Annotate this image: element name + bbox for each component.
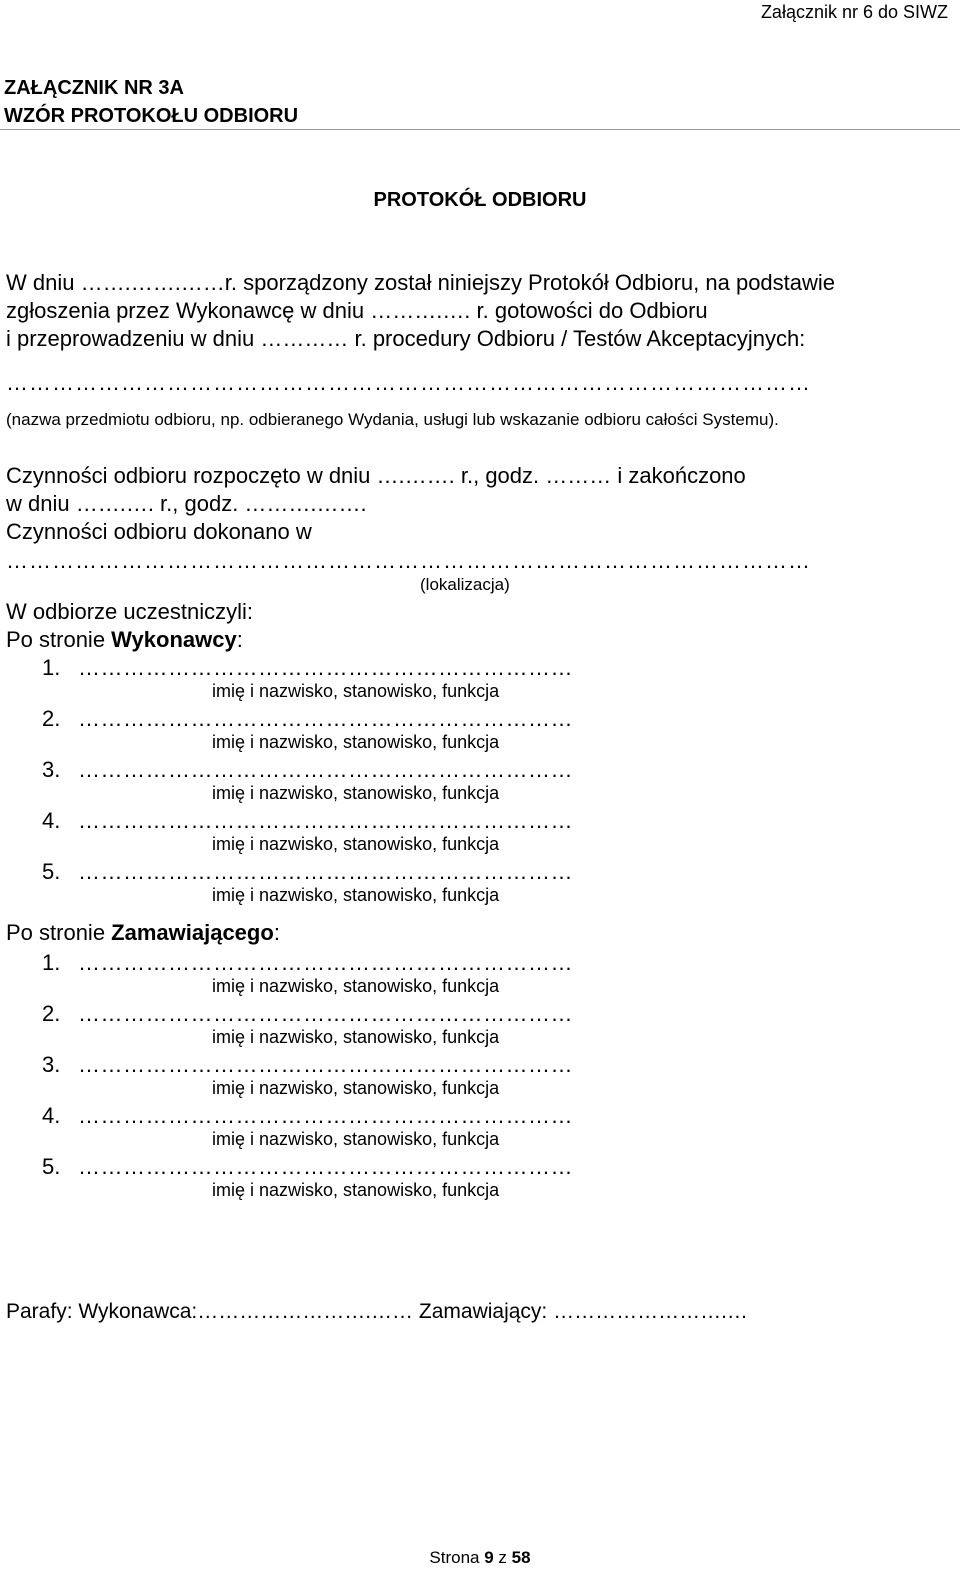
contractor-item-dots: ………………………………………………………… <box>78 655 573 680</box>
contractor-suffix: : <box>236 627 243 652</box>
subject-dots: …………………………………………………………………………………………… <box>6 370 811 395</box>
ordering-item-dots: ………………………………………………………… <box>78 1001 573 1026</box>
ordering-item-caption: imię i nazwisko, stanowisko, funkcja <box>212 1129 500 1149</box>
contractor-prefix: Po stronie <box>6 627 112 652</box>
location-dots: …………………………………………………………………………………………… <box>6 548 811 573</box>
contractor-item-caption: imię i nazwisko, stanowisko, funkcja <box>212 834 500 854</box>
para2-line2: w dniu …….…. r., godz. ……….……. <box>6 491 367 516</box>
page-number-separator: z <box>493 1548 512 1567</box>
location-label: Czynności odbioru dokonano w <box>6 519 312 544</box>
contractor-heading <box>6 627 243 653</box>
ordering-prefix: Po stronie <box>6 920 112 945</box>
contractor-item-number: 1. <box>42 655 61 680</box>
ordering-item-caption: imię i nazwisko, stanowisko, funkcja <box>212 1078 500 1098</box>
contractor-item-caption: imię i nazwisko, stanowisko, funkcja <box>212 885 500 905</box>
ordering-item-dots: ………………………………………………………… <box>78 1052 573 1077</box>
contractor-item-number: 4. <box>42 808 61 833</box>
contractor-item-dots: ………………………………………………………… <box>78 757 573 782</box>
page-current: 9 <box>484 1548 494 1567</box>
para2-line1: Czynności odbioru rozpoczęto w dniu ….……. r., godz. ……… i zakończono <box>6 463 746 488</box>
contractor-item-caption: imię i nazwisko, stanowisko, funkcja <box>212 732 500 752</box>
para1-line1: W dniu …….…….……r. sporządzony został niniejszy Protokół Odbioru, na podstawie <box>6 270 836 295</box>
header-attachment-label: Załącznik nr 6 do SIWZ <box>760 2 948 22</box>
participants-label: W odbiorze uczestniczyli: <box>6 599 253 624</box>
ordering-name: Zamawiającego <box>111 920 274 945</box>
ordering-item-number: 2. <box>42 1001 61 1026</box>
ordering-item-caption: imię i nazwisko, stanowisko, funkcja <box>212 1027 500 1047</box>
location-caption: (lokalizacja) <box>420 575 510 594</box>
ordering-item-dots: ………………………………………………………… <box>78 1154 573 1179</box>
contractor-item-dots: ………………………………………………………… <box>78 808 573 833</box>
attachment-subtitle: WZÓR PROTOKOŁU ODBIORU <box>4 105 299 127</box>
para1-line3: i przeprowadzeniu w dniu ………… r. procedury Odbioru / Testów Akceptacyjnych: <box>6 326 806 351</box>
document-title: PROTOKÓŁ ODBIORU <box>373 189 587 211</box>
contractor-item-caption: imię i nazwisko, stanowisko, funkcja <box>212 783 500 803</box>
ordering-suffix: : <box>273 920 280 945</box>
contractor-item-number: 2. <box>42 706 61 731</box>
contractor-item-number: 3. <box>42 757 61 782</box>
page-number-prefix: Strona <box>429 1548 485 1567</box>
ordering-item-number: 4. <box>42 1103 61 1128</box>
ordering-item-caption: imię i nazwisko, stanowisko, funkcja <box>212 976 500 996</box>
contractor-item-dots: ………………………………………………………… <box>78 859 573 884</box>
page-number <box>0 1548 960 1568</box>
initials-line: Parafy: Wykonawca:…………………….…… Zamawiający: …………………….… <box>6 1300 748 1323</box>
ordering-item-caption: imię i nazwisko, stanowisko, funkcja <box>212 1180 500 1200</box>
ordering-item-dots: ………………………………………………………… <box>78 1103 573 1128</box>
attachment-heading <box>4 74 298 130</box>
ordering-item-number: 5. <box>42 1154 61 1179</box>
ordering-item-number: 3. <box>42 1052 61 1077</box>
subject-caption: (nazwa przedmiotu odbioru, np. odbieranego Wydania, usługi lub wskazanie odbioru całości Systemu). <box>6 410 779 429</box>
contractor-item-dots: ………………………………………………………… <box>78 706 573 731</box>
ordering-heading <box>6 920 280 946</box>
ordering-item-number: 1. <box>42 950 61 975</box>
page-total: 58 <box>511 1548 531 1567</box>
ordering-item-dots: ………………………………………………………… <box>78 950 573 975</box>
contractor-item-number: 5. <box>42 859 61 884</box>
contractor-item-caption: imię i nazwisko, stanowisko, funkcja <box>212 681 500 701</box>
attachment-number: ZAŁĄCZNIK NR 3A <box>4 77 184 99</box>
contractor-name: Wykonawcy <box>111 627 237 652</box>
para1-line2: zgłoszenia przez Wykonawcę w dniu ……….…. r. gotowości do Odbioru <box>6 298 708 323</box>
